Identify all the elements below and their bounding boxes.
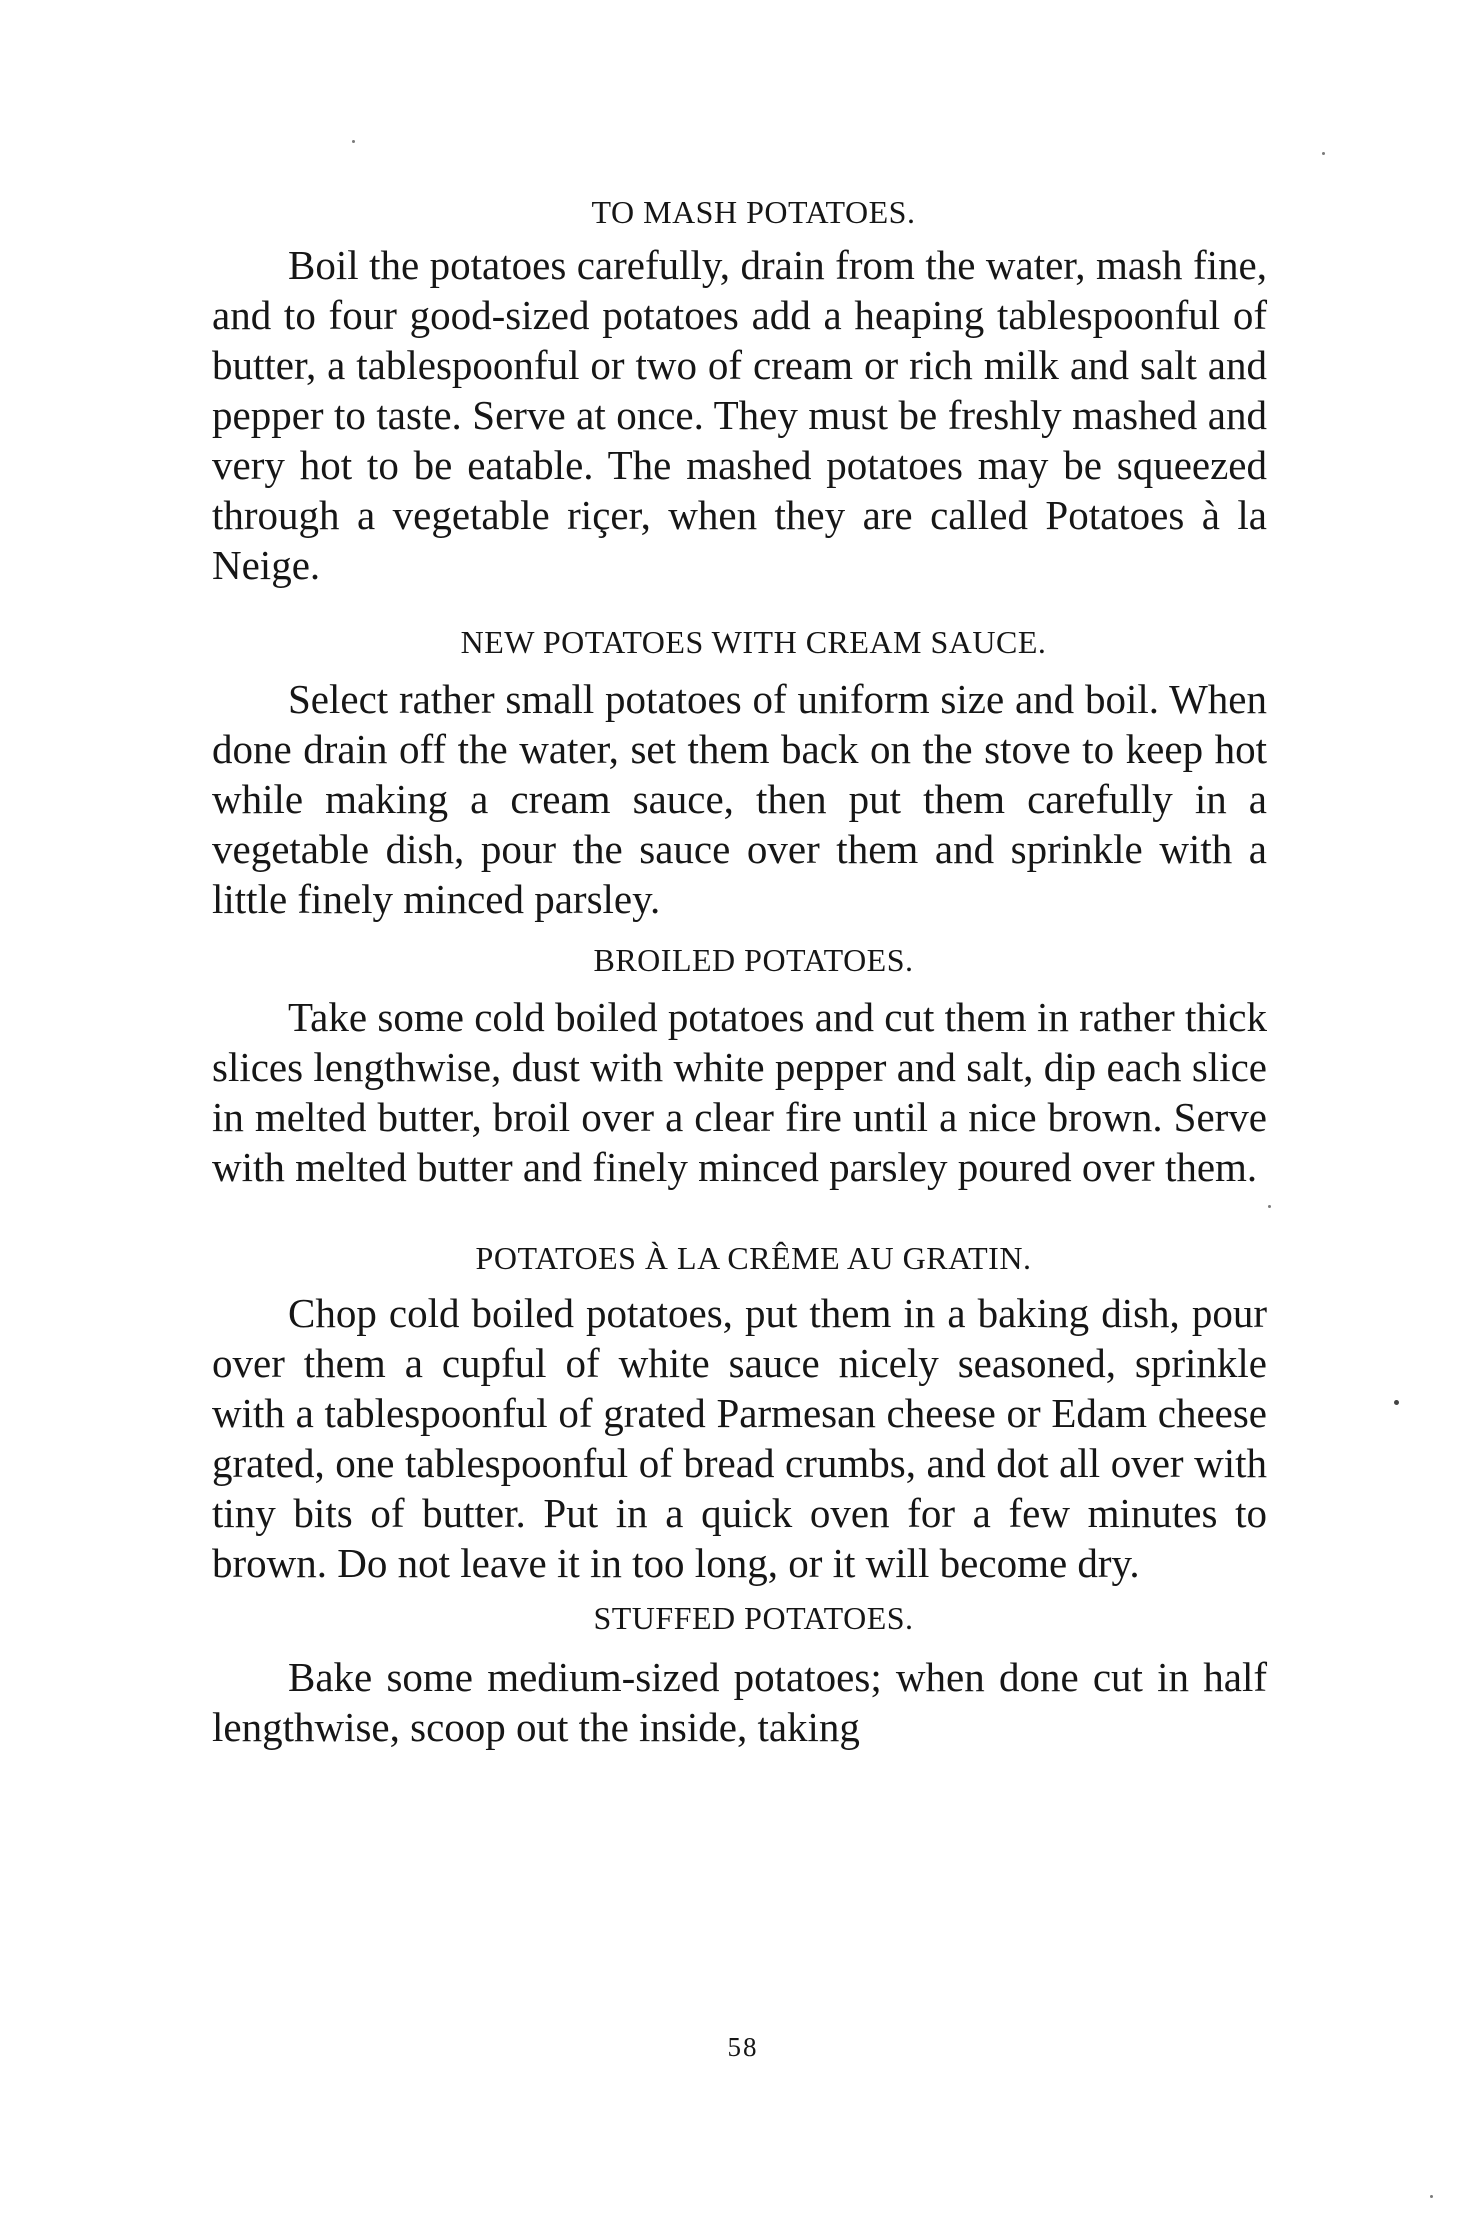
recipe-title: NEW POTATOES WITH CREAM SAUCE.	[460, 624, 1047, 660]
text-column	[212, 190, 1267, 1752]
scan-speck	[1430, 2195, 1433, 2198]
recipe-body: Boil the potatoes carefully, drain from the water, mash fine, and to four good-sized potatoes add a heaping tablespoonful of butter, a tablespoonful or two of cream or rich milk and salt and pepper to taste. Serve at once. They must be freshly mashed and very hot to be eatable. The mashed potatoes may be squeezed through a vegetable riçer, when they are called Potatoes à la Neige.	[212, 242, 1267, 588]
recipe-body: Take some cold boiled potatoes and cut them in rather thick slices lengthwise, dust with white pepper and salt, dip each slice in melted butter, broil over a clear fire until a nice brown. Serve with melted butter and finely minced parsley poured over them.	[212, 994, 1267, 1190]
recipe-stuffed-potatoes	[212, 1596, 1267, 1752]
scan-speck	[1268, 1205, 1271, 1208]
page-number: 58	[727, 2032, 759, 2062]
recipe-mash-potatoes	[212, 190, 1267, 590]
scan-speck	[1394, 1400, 1399, 1405]
recipe-broiled-potatoes	[212, 938, 1267, 1192]
recipe-title: BROILED POTATOES.	[593, 942, 914, 978]
scan-speck	[352, 140, 355, 143]
recipe-title: STUFFED POTATOES.	[593, 1600, 914, 1636]
recipe-body: Chop cold boiled potatoes, put them in a baking dish, pour over them a cupful of white sauce nicely seasoned, sprinkle with a tablespoonful of grated Parmesan cheese or Edam cheese grated, one tablespoonful of bread crumbs, and dot all over with tiny bits of butter. Put in a quick oven for a few minutes to brown. Do not leave it in too long, or it will become dry.	[212, 1290, 1267, 1586]
scan-speck	[1322, 152, 1325, 155]
recipe-potatoes-gratin	[212, 1236, 1267, 1588]
recipe-body: Bake some medium-sized potatoes; when done cut in half lengthwise, scoop out the inside, taking	[212, 1654, 1267, 1750]
recipe-title: POTATOES À LA CRÊME AU GRATIN.	[475, 1240, 1032, 1276]
recipe-body: Select rather small potatoes of uniform size and boil. When done drain off the water, set them back on the stove to keep hot while making a cream sauce, then put them carefully in a vegetable dish, pour the sauce over them and sprinkle with a little finely minced parsley.	[212, 676, 1267, 922]
recipe-new-potatoes-cream-sauce	[212, 620, 1267, 924]
recipe-title: TO MASH POTATOES.	[591, 194, 916, 230]
